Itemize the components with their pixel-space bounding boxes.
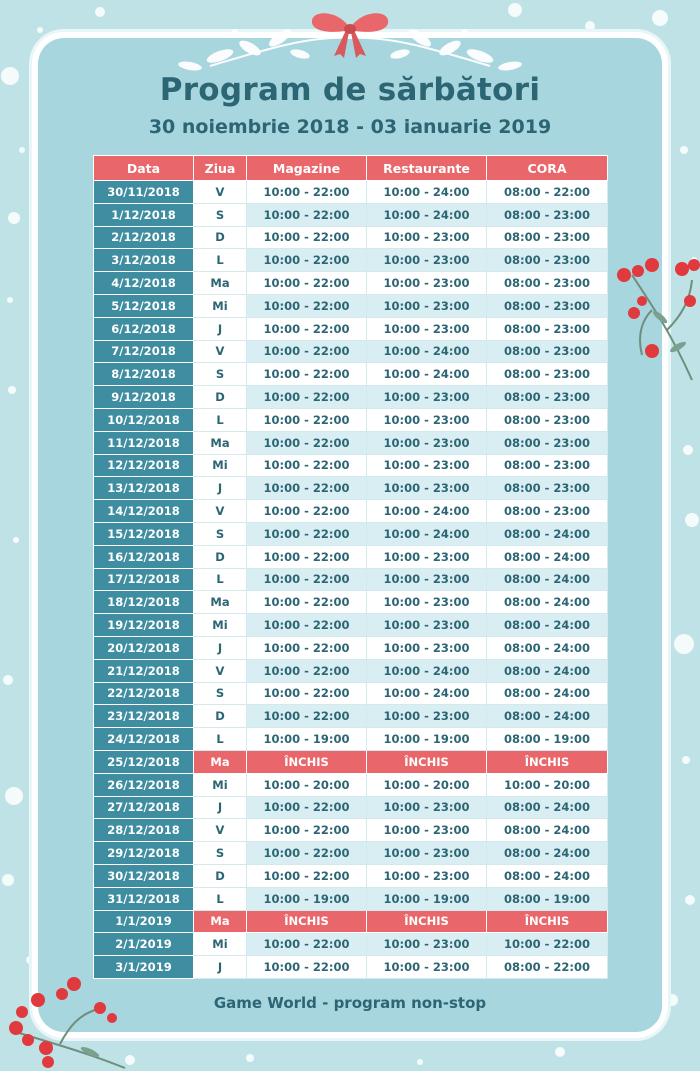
header-restaurants: Restaurante: [367, 156, 487, 181]
cora-hours-cell: 08:00 - 23:00: [487, 386, 608, 409]
cora-hours-cell: 08:00 - 23:00: [487, 203, 608, 226]
shops-hours-cell: 10:00 - 22:00: [247, 956, 367, 979]
date-cell: 22/12/2018: [94, 682, 194, 705]
restaurants-hours-cell: 10:00 - 23:00: [367, 796, 487, 819]
day-cell: S: [194, 363, 247, 386]
shops-hours-cell: 10:00 - 22:00: [247, 477, 367, 500]
day-cell: D: [194, 545, 247, 568]
table-row: [94, 750, 608, 773]
shops-hours-cell: 10:00 - 22:00: [247, 796, 367, 819]
cora-hours-cell: 08:00 - 19:00: [487, 887, 608, 910]
cora-hours-cell: 08:00 - 24:00: [487, 614, 608, 637]
date-cell: 12/12/2018: [94, 454, 194, 477]
table-row: [94, 181, 608, 204]
table-row: [94, 614, 608, 637]
red-berries-icon: [612, 255, 700, 385]
table-row: [94, 728, 608, 751]
restaurants-hours-cell: 10:00 - 23:00: [367, 864, 487, 887]
table-row: [94, 454, 608, 477]
restaurants-hours-cell: 10:00 - 23:00: [367, 294, 487, 317]
date-cell: 2/1/2019: [94, 933, 194, 956]
day-cell: V: [194, 181, 247, 204]
table-row: [94, 522, 608, 545]
cora-hours-cell: 08:00 - 23:00: [487, 431, 608, 454]
table-row: [94, 773, 608, 796]
day-cell: V: [194, 500, 247, 523]
restaurants-hours-cell: 10:00 - 19:00: [367, 728, 487, 751]
date-cell: 28/12/2018: [94, 819, 194, 842]
cora-hours-cell: 08:00 - 24:00: [487, 796, 608, 819]
shops-hours-cell: 10:00 - 22:00: [247, 659, 367, 682]
table-row: [94, 363, 608, 386]
cora-hours-cell: 08:00 - 24:00: [487, 819, 608, 842]
schedule-table: [93, 155, 608, 979]
shops-hours-cell: 10:00 - 22:00: [247, 682, 367, 705]
date-cell: 16/12/2018: [94, 545, 194, 568]
table-row: [94, 796, 608, 819]
table-row: [94, 682, 608, 705]
table-row: [94, 956, 608, 979]
date-cell: 10/12/2018: [94, 408, 194, 431]
restaurants-hours-cell: 10:00 - 23:00: [367, 842, 487, 865]
cora-hours-cell: 08:00 - 23:00: [487, 272, 608, 295]
date-cell: 20/12/2018: [94, 636, 194, 659]
date-cell: 29/12/2018: [94, 842, 194, 865]
shops-hours-cell: 10:00 - 22:00: [247, 933, 367, 956]
day-cell: L: [194, 249, 247, 272]
table-row: [94, 545, 608, 568]
day-cell: D: [194, 864, 247, 887]
cora-hours-cell: 08:00 - 23:00: [487, 363, 608, 386]
table-header-row: [94, 156, 608, 181]
shops-hours-cell: 10:00 - 22:00: [247, 705, 367, 728]
restaurants-hours-cell: 10:00 - 24:00: [367, 682, 487, 705]
cora-hours-cell: 08:00 - 23:00: [487, 454, 608, 477]
day-cell: Mi: [194, 773, 247, 796]
date-cell: 5/12/2018: [94, 294, 194, 317]
cora-hours-cell: 08:00 - 24:00: [487, 705, 608, 728]
date-cell: 8/12/2018: [94, 363, 194, 386]
shops-hours-cell: 10:00 - 22:00: [247, 454, 367, 477]
table-row: [94, 659, 608, 682]
date-cell: 17/12/2018: [94, 568, 194, 591]
restaurants-hours-cell: 10:00 - 23:00: [367, 568, 487, 591]
shops-hours-cell: 10:00 - 19:00: [247, 887, 367, 910]
date-cell: 30/11/2018: [94, 181, 194, 204]
cora-hours-cell: 10:00 - 20:00: [487, 773, 608, 796]
day-cell: Ma: [194, 750, 247, 773]
table-row: [94, 910, 608, 933]
header-date: Data: [94, 156, 194, 181]
day-cell: Mi: [194, 933, 247, 956]
day-cell: D: [194, 386, 247, 409]
table-row: [94, 408, 608, 431]
date-cell: 13/12/2018: [94, 477, 194, 500]
date-cell: 1/1/2019: [94, 910, 194, 933]
page-title: Program de sărbători: [159, 72, 541, 108]
cora-hours-cell: 08:00 - 24:00: [487, 842, 608, 865]
shops-hours-cell: 10:00 - 22:00: [247, 545, 367, 568]
shops-hours-cell: 10:00 - 22:00: [247, 226, 367, 249]
day-cell: Mi: [194, 614, 247, 637]
day-cell: J: [194, 636, 247, 659]
day-cell: J: [194, 956, 247, 979]
table-row: [94, 477, 608, 500]
table-row: [94, 819, 608, 842]
day-cell: L: [194, 728, 247, 751]
restaurants-hours-cell: 10:00 - 23:00: [367, 454, 487, 477]
day-cell: V: [194, 340, 247, 363]
restaurants-hours-cell: 10:00 - 24:00: [367, 522, 487, 545]
cora-hours-cell: 08:00 - 22:00: [487, 181, 608, 204]
table-row: [94, 203, 608, 226]
date-cell: 11/12/2018: [94, 431, 194, 454]
shops-hours-cell: 10:00 - 22:00: [247, 408, 367, 431]
restaurants-hours-cell: 10:00 - 23:00: [367, 272, 487, 295]
shops-hours-cell: ÎNCHIS: [247, 910, 367, 933]
red-berries-icon: [0, 970, 130, 1071]
cora-hours-cell: ÎNCHIS: [487, 910, 608, 933]
shops-hours-cell: 10:00 - 22:00: [247, 591, 367, 614]
table-row: [94, 386, 608, 409]
shops-hours-cell: 10:00 - 22:00: [247, 842, 367, 865]
restaurants-hours-cell: 10:00 - 23:00: [367, 249, 487, 272]
cora-hours-cell: 08:00 - 24:00: [487, 864, 608, 887]
shops-hours-cell: 10:00 - 22:00: [247, 272, 367, 295]
cora-hours-cell: ÎNCHIS: [487, 750, 608, 773]
date-cell: 30/12/2018: [94, 864, 194, 887]
day-cell: J: [194, 317, 247, 340]
cora-hours-cell: 08:00 - 24:00: [487, 591, 608, 614]
shops-hours-cell: 10:00 - 22:00: [247, 431, 367, 454]
table-row: [94, 887, 608, 910]
restaurants-hours-cell: 10:00 - 23:00: [367, 636, 487, 659]
cora-hours-cell: 08:00 - 23:00: [487, 249, 608, 272]
cora-hours-cell: 08:00 - 24:00: [487, 659, 608, 682]
restaurants-hours-cell: 10:00 - 24:00: [367, 500, 487, 523]
date-cell: 24/12/2018: [94, 728, 194, 751]
table-row: [94, 317, 608, 340]
day-cell: L: [194, 568, 247, 591]
table-body: [94, 181, 608, 979]
cora-hours-cell: 08:00 - 24:00: [487, 522, 608, 545]
day-cell: S: [194, 682, 247, 705]
restaurants-hours-cell: 10:00 - 23:00: [367, 386, 487, 409]
date-cell: 9/12/2018: [94, 386, 194, 409]
day-cell: S: [194, 203, 247, 226]
restaurants-hours-cell: 10:00 - 24:00: [367, 203, 487, 226]
day-cell: V: [194, 659, 247, 682]
day-cell: Ma: [194, 272, 247, 295]
header-cora: CORA: [487, 156, 608, 181]
table-row: [94, 249, 608, 272]
date-cell: 15/12/2018: [94, 522, 194, 545]
restaurants-hours-cell: 10:00 - 24:00: [367, 340, 487, 363]
shops-hours-cell: 10:00 - 22:00: [247, 614, 367, 637]
cora-hours-cell: 08:00 - 23:00: [487, 500, 608, 523]
date-cell: 21/12/2018: [94, 659, 194, 682]
shops-hours-cell: 10:00 - 22:00: [247, 636, 367, 659]
restaurants-hours-cell: ÎNCHIS: [367, 750, 487, 773]
shops-hours-cell: 10:00 - 22:00: [247, 386, 367, 409]
day-cell: Ma: [194, 431, 247, 454]
restaurants-hours-cell: 10:00 - 23:00: [367, 705, 487, 728]
header-day: Ziua: [194, 156, 247, 181]
date-cell: 18/12/2018: [94, 591, 194, 614]
header-shops: Magazine: [247, 156, 367, 181]
date-range-subtitle: 30 noiembrie 2018 - 03 ianuarie 2019: [148, 116, 552, 138]
restaurants-hours-cell: 10:00 - 23:00: [367, 477, 487, 500]
shops-hours-cell: 10:00 - 22:00: [247, 522, 367, 545]
shops-hours-cell: 10:00 - 22:00: [247, 363, 367, 386]
date-cell: 19/12/2018: [94, 614, 194, 637]
table-row: [94, 500, 608, 523]
restaurants-hours-cell: 10:00 - 23:00: [367, 317, 487, 340]
cora-hours-cell: 08:00 - 23:00: [487, 477, 608, 500]
table-row: [94, 842, 608, 865]
cora-hours-cell: 08:00 - 22:00: [487, 956, 608, 979]
cora-hours-cell: 08:00 - 23:00: [487, 226, 608, 249]
restaurants-hours-cell: 10:00 - 23:00: [367, 431, 487, 454]
restaurants-hours-cell: 10:00 - 20:00: [367, 773, 487, 796]
table-row: [94, 431, 608, 454]
shops-hours-cell: 10:00 - 20:00: [247, 773, 367, 796]
table-row: [94, 340, 608, 363]
table-row: [94, 226, 608, 249]
restaurants-hours-cell: 10:00 - 24:00: [367, 659, 487, 682]
cora-hours-cell: 08:00 - 19:00: [487, 728, 608, 751]
date-cell: 26/12/2018: [94, 773, 194, 796]
restaurants-hours-cell: 10:00 - 24:00: [367, 181, 487, 204]
table-row: [94, 864, 608, 887]
table-row: [94, 294, 608, 317]
cora-hours-cell: 08:00 - 24:00: [487, 636, 608, 659]
cora-hours-cell: 08:00 - 23:00: [487, 317, 608, 340]
shops-hours-cell: 10:00 - 22:00: [247, 819, 367, 842]
table-row: [94, 636, 608, 659]
cora-hours-cell: 08:00 - 24:00: [487, 682, 608, 705]
shops-hours-cell: ÎNCHIS: [247, 750, 367, 773]
shops-hours-cell: 10:00 - 22:00: [247, 864, 367, 887]
day-cell: D: [194, 705, 247, 728]
restaurants-hours-cell: 10:00 - 23:00: [367, 408, 487, 431]
red-bow-icon: [308, 8, 392, 60]
restaurants-hours-cell: 10:00 - 23:00: [367, 933, 487, 956]
shops-hours-cell: 10:00 - 22:00: [247, 249, 367, 272]
shops-hours-cell: 10:00 - 22:00: [247, 500, 367, 523]
date-cell: 14/12/2018: [94, 500, 194, 523]
shops-hours-cell: 10:00 - 22:00: [247, 340, 367, 363]
cora-hours-cell: 10:00 - 22:00: [487, 933, 608, 956]
cora-hours-cell: 08:00 - 23:00: [487, 408, 608, 431]
cora-hours-cell: 08:00 - 23:00: [487, 294, 608, 317]
restaurants-hours-cell: 10:00 - 23:00: [367, 591, 487, 614]
table-row: [94, 568, 608, 591]
date-cell: 7/12/2018: [94, 340, 194, 363]
day-cell: Mi: [194, 454, 247, 477]
restaurants-hours-cell: 10:00 - 24:00: [367, 363, 487, 386]
date-cell: 4/12/2018: [94, 272, 194, 295]
day-cell: D: [194, 226, 247, 249]
shops-hours-cell: 10:00 - 22:00: [247, 568, 367, 591]
shops-hours-cell: 10:00 - 22:00: [247, 181, 367, 204]
restaurants-hours-cell: 10:00 - 23:00: [367, 614, 487, 637]
restaurants-hours-cell: 10:00 - 23:00: [367, 226, 487, 249]
day-cell: Ma: [194, 591, 247, 614]
day-cell: J: [194, 477, 247, 500]
shops-hours-cell: 10:00 - 22:00: [247, 294, 367, 317]
day-cell: V: [194, 819, 247, 842]
restaurants-hours-cell: 10:00 - 23:00: [367, 545, 487, 568]
shops-hours-cell: 10:00 - 19:00: [247, 728, 367, 751]
table-row: [94, 933, 608, 956]
day-cell: J: [194, 796, 247, 819]
date-cell: 3/12/2018: [94, 249, 194, 272]
day-cell: S: [194, 522, 247, 545]
day-cell: Ma: [194, 910, 247, 933]
restaurants-hours-cell: 10:00 - 23:00: [367, 956, 487, 979]
day-cell: Mi: [194, 294, 247, 317]
date-cell: 27/12/2018: [94, 796, 194, 819]
date-cell: 3/1/2019: [94, 956, 194, 979]
day-cell: S: [194, 842, 247, 865]
cora-hours-cell: 08:00 - 24:00: [487, 545, 608, 568]
cora-hours-cell: 08:00 - 23:00: [487, 340, 608, 363]
day-cell: L: [194, 408, 247, 431]
restaurants-hours-cell: ÎNCHIS: [367, 910, 487, 933]
restaurants-hours-cell: 10:00 - 19:00: [367, 887, 487, 910]
shops-hours-cell: 10:00 - 22:00: [247, 317, 367, 340]
table-row: [94, 272, 608, 295]
restaurants-hours-cell: 10:00 - 23:00: [367, 819, 487, 842]
table-row: [94, 591, 608, 614]
table-row: [94, 705, 608, 728]
date-cell: 23/12/2018: [94, 705, 194, 728]
date-cell: 31/12/2018: [94, 887, 194, 910]
date-cell: 25/12/2018: [94, 750, 194, 773]
footer-note: Game World - program non-stop: [213, 994, 487, 1012]
date-cell: 1/12/2018: [94, 203, 194, 226]
day-cell: L: [194, 887, 247, 910]
cora-hours-cell: 08:00 - 24:00: [487, 568, 608, 591]
shops-hours-cell: 10:00 - 22:00: [247, 203, 367, 226]
date-cell: 6/12/2018: [94, 317, 194, 340]
date-cell: 2/12/2018: [94, 226, 194, 249]
